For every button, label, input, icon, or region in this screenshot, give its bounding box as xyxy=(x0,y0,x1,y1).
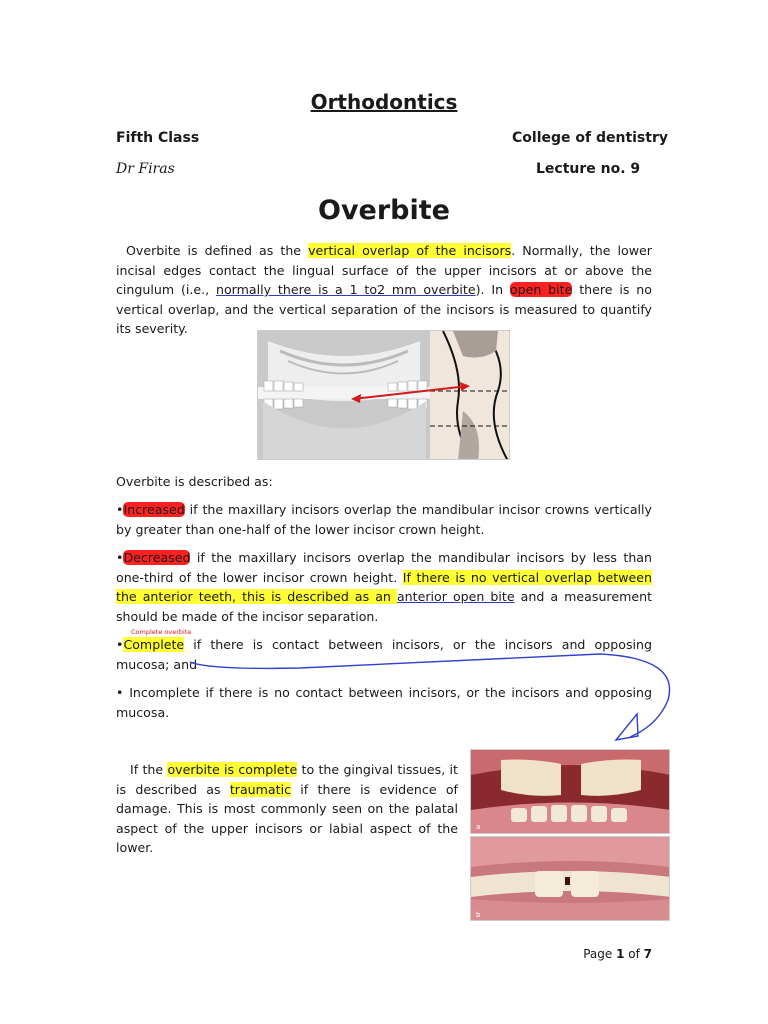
photo-label-a: a xyxy=(476,823,481,831)
described-as-label: Overbite is described as: xyxy=(116,474,273,489)
lecture-number: Lecture no. 9 xyxy=(536,161,641,177)
dental-cast-diagram xyxy=(258,331,510,460)
complete-overbite-note: Complete overbite xyxy=(131,628,192,636)
highlight-complete: Complete xyxy=(123,637,185,652)
highlight-increased: Increased xyxy=(123,502,185,517)
highlight-definition: vertical overlap of the incisors xyxy=(308,243,512,258)
overbite-cast-figure xyxy=(257,330,510,460)
highlight-decreased: Decreased xyxy=(123,550,191,565)
highlight-traumatic: traumatic xyxy=(229,781,292,797)
mouth-photo-b xyxy=(471,837,670,921)
underline-anterior-open-bite: anterior open bite xyxy=(396,589,515,604)
page-title: Orthodontics xyxy=(310,90,458,114)
photo-traumatic-overbite-a xyxy=(470,749,670,834)
curved-arrow-annotation xyxy=(180,640,680,750)
bullet-incomplete: • Incomplete if there is no contact between incisors, or the incisors and opposing mucosa. xyxy=(116,685,652,720)
author-name: Dr Firas xyxy=(116,161,175,177)
page-number: Page 1 of 7 xyxy=(583,947,652,961)
highlight-no-overlap: If there is no vertical overlap between the anterior teeth, this is described as an xyxy=(116,569,652,604)
section-title: Overbite xyxy=(318,195,450,226)
intro-paragraph: Overbite is defined as the vertical overlap of the incisors. Normally, the lower incisal edges contact the lingual surface of the upper incisors at or above the cingulum (i.e., normally there is a 1 to2 mm overbite). In open bite there is no vertical overlap, and the vertical separation of the incisors is measured to quantify its severity. xyxy=(116,243,652,336)
traumatic-paragraph: If the overbite is complete to the gingival tissues, it is described as traumatic if there is evidence of damage. This is most commonly seen on the palatal aspect of the upper incisors or labial aspect of the lower. xyxy=(116,762,458,855)
photo-label-b: b xyxy=(476,911,481,919)
highlight-open-bite: open bite xyxy=(509,282,573,297)
bullet-increased: •Increased if the maxillary incisors overlap the mandibular incisor crowns vertically by greater than one-half of the lower incisor crown height. xyxy=(116,502,652,537)
highlight-overbite-complete: overbite is complete xyxy=(167,762,298,777)
photo-traumatic-overbite-b xyxy=(470,836,670,921)
mouth-photo-a xyxy=(471,750,670,834)
class-label: Fifth Class xyxy=(116,130,200,146)
bullet-complete: •Complete if there is contact between incisors, or the incisors and opposing mucosa; and xyxy=(116,637,652,672)
underline-normal-overbite: normally there is a 1 to2 mm overbite xyxy=(216,282,476,297)
college-label: College of dentistry xyxy=(512,130,668,146)
bullet-decreased: •Decreased if the maxillary incisors overlap the mandibular incisors by less than one-third of the lower incisor crown height. If there is no vertical overlap between the anterior teeth, this is described as an anterior open bite and a measurement should be made of the incisor separation. xyxy=(116,550,653,624)
